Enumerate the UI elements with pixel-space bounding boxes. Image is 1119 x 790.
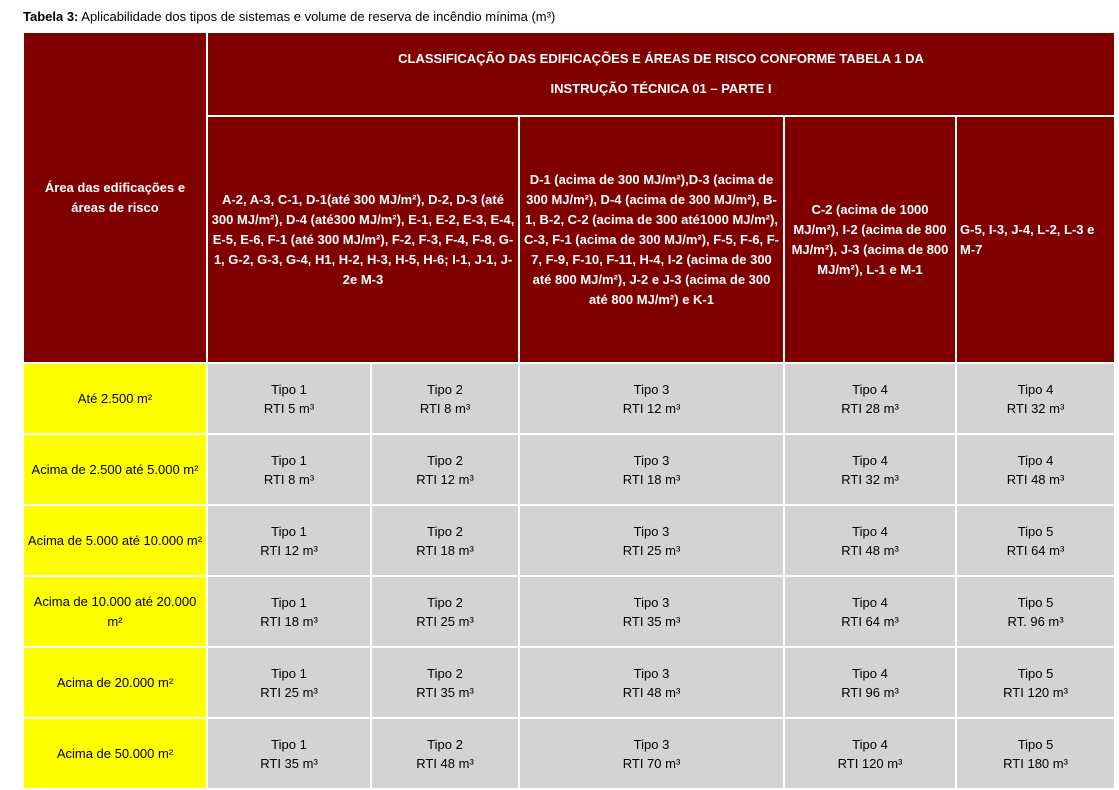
system-cell <box>519 363 784 434</box>
system-volume: RTI 35 m³ <box>416 684 474 700</box>
area-cell: Acima de 5.000 até 10.000 m² <box>23 505 207 576</box>
system-type: Tipo 4 <box>852 736 888 752</box>
table-row <box>23 505 1115 576</box>
system-volume: RTI 32 m³ <box>1006 400 1065 416</box>
system-type: Tipo 2 <box>427 736 463 752</box>
system-type: Tipo 3 <box>633 594 670 610</box>
system-cell <box>207 363 371 434</box>
system-cell <box>956 576 1115 647</box>
group-header-2: D-1 (acima de 300 MJ/m²),D-3 (acima de 300 MJ/m²), D-4 (acima de 300 MJ/m²), B-1, B-2, C-2 (acima de 300 até1000 MJ/m²), C-3, F-1 (acima de 300 MJ/m²), F-5, F-6, F-7, F-9, F-10, F-11, H-4, I-2 (acima de 300 até 800 MJ/m²), J-2 e J-3 (acima de 300 até 800 MJ/m²) e K-1 <box>519 116 784 363</box>
system-cell <box>207 505 371 576</box>
system-volume: RTI 25 m³ <box>622 542 681 558</box>
system-cell <box>784 434 956 505</box>
system-cell <box>956 363 1115 434</box>
system-type: Tipo 4 <box>1017 381 1054 397</box>
classification-header-line1: CLASSIFICAÇÃO DAS EDIFICAÇÕES E ÁREAS DE RISCO CONFORME TABELA 1 DA <box>398 51 924 66</box>
system-cell <box>956 434 1115 505</box>
system-type: Tipo 5 <box>1017 594 1054 610</box>
system-volume: RTI 12 m³ <box>622 400 681 416</box>
system-volume: RTI 48 m³ <box>841 542 899 558</box>
classification-header <box>207 32 1115 116</box>
area-cell: Acima de 50.000 m² <box>23 718 207 789</box>
system-type: Tipo 1 <box>271 452 307 468</box>
system-volume: RTI 12 m³ <box>416 471 474 487</box>
system-type: Tipo 2 <box>427 594 463 610</box>
classification-header-line2: INSTRUÇÃO TÉCNICA 01 – PARTE I <box>550 81 772 96</box>
system-cell <box>371 576 519 647</box>
system-volume: RTI 35 m³ <box>260 755 318 771</box>
system-volume: RTI 25 m³ <box>260 684 318 700</box>
system-cell <box>956 718 1115 789</box>
system-cell <box>784 718 956 789</box>
group-header-4: G-5, I-3, J-4, L-2, L-3 e M-7 <box>956 116 1115 363</box>
table-caption <box>23 6 555 28</box>
system-volume: RT. 96 m³ <box>1007 613 1064 629</box>
system-type: Tipo 5 <box>1017 665 1054 681</box>
system-volume: RTI 18 m³ <box>416 542 474 558</box>
area-cell: Acima de 10.000 até 20.000 m² <box>23 576 207 647</box>
table-row <box>23 363 1115 434</box>
table-row <box>23 647 1115 718</box>
system-type: Tipo 2 <box>427 523 463 539</box>
area-cell: Até 2.500 m² <box>23 363 207 434</box>
system-type: Tipo 5 <box>1017 736 1054 752</box>
system-type: Tipo 4 <box>852 381 888 397</box>
system-type: Tipo 5 <box>1017 523 1054 539</box>
system-volume: RTI 28 m³ <box>841 400 899 416</box>
area-cell: Acima de 20.000 m² <box>23 647 207 718</box>
system-type: Tipo 1 <box>271 665 307 681</box>
system-volume: RTI 64 m³ <box>1006 542 1065 558</box>
system-cell <box>207 647 371 718</box>
system-volume: RTI 48 m³ <box>1006 471 1065 487</box>
table-row <box>23 434 1115 505</box>
system-cell <box>784 576 956 647</box>
system-volume: RTI 120 m³ <box>1003 684 1068 700</box>
system-type: Tipo 2 <box>427 665 463 681</box>
system-volume: RTI 5 m³ <box>263 400 315 416</box>
system-type: Tipo 2 <box>427 452 463 468</box>
system-cell <box>371 647 519 718</box>
system-volume: RTI 8 m³ <box>419 400 471 416</box>
system-volume: RTI 35 m³ <box>622 613 681 629</box>
fire-reserve-table <box>22 31 1116 790</box>
caption-text: Aplicabilidade dos tipos de sistemas e volume de reserva de incêndio mínima (m³) <box>78 9 556 24</box>
system-cell <box>784 647 956 718</box>
table-row <box>23 718 1115 789</box>
system-type: Tipo 4 <box>852 594 888 610</box>
system-type: Tipo 1 <box>271 381 307 397</box>
system-volume: RTI 12 m³ <box>260 542 318 558</box>
system-type: Tipo 3 <box>633 523 670 539</box>
system-volume: RTI 18 m³ <box>260 613 318 629</box>
system-type: Tipo 1 <box>271 594 307 610</box>
system-type: Tipo 4 <box>1017 452 1054 468</box>
system-cell <box>207 718 371 789</box>
system-cell <box>956 505 1115 576</box>
system-volume: RTI 64 m³ <box>841 613 899 629</box>
system-volume: RTI 180 m³ <box>1003 755 1068 771</box>
system-type: Tipo 1 <box>271 523 307 539</box>
system-cell <box>784 363 956 434</box>
system-type: Tipo 1 <box>271 736 307 752</box>
system-volume: RTI 96 m³ <box>841 684 899 700</box>
system-type: Tipo 3 <box>633 665 670 681</box>
system-type: Tipo 3 <box>633 736 670 752</box>
system-volume: RTI 70 m³ <box>622 755 681 771</box>
system-volume: RTI 48 m³ <box>622 684 681 700</box>
system-cell <box>371 363 519 434</box>
system-type: Tipo 3 <box>633 381 670 397</box>
system-volume: RTI 120 m³ <box>837 755 903 771</box>
system-cell <box>519 576 784 647</box>
area-header: Área das edificações e áreas de risco <box>23 32 207 363</box>
system-cell <box>207 434 371 505</box>
system-cell <box>371 434 519 505</box>
system-cell <box>519 434 784 505</box>
system-volume: RTI 48 m³ <box>416 755 474 771</box>
system-cell <box>371 718 519 789</box>
system-cell <box>784 505 956 576</box>
system-volume: RTI 32 m³ <box>841 471 899 487</box>
system-cell <box>519 647 784 718</box>
group-header-1: A-2, A-3, C-1, D-1(até 300 MJ/m²), D-2, D-3 (até 300 MJ/m²), D-4 (até300 MJ/m²), E-1, E-2, E-3, E-4, E-5, E-6, F-1 (até 300 MJ/m²), F-2, F-3, F-4, F-8, G-1, G-2, G-3, G-4, H1, H-2, H-3, H-5, H-6; I-1, J-1, J-2e M-3 <box>207 116 519 363</box>
caption-label: Tabela 3: <box>23 9 79 24</box>
system-type: Tipo 4 <box>852 523 888 539</box>
group-header-3: C-2 (acima de 1000 MJ/m²), I-2 (acima de 800 MJ/m²), J-3 (acima de 800 MJ/m²), L-1 e M-1 <box>784 116 956 363</box>
system-cell <box>371 505 519 576</box>
system-volume: RTI 8 m³ <box>263 471 315 487</box>
system-type: Tipo 4 <box>852 665 888 681</box>
system-cell <box>519 505 784 576</box>
table-row <box>23 576 1115 647</box>
system-cell <box>956 647 1115 718</box>
system-cell <box>207 576 371 647</box>
area-cell: Acima de 2.500 até 5.000 m² <box>23 434 207 505</box>
system-volume: RTI 25 m³ <box>416 613 474 629</box>
system-type: Tipo 2 <box>427 381 463 397</box>
system-type: Tipo 3 <box>633 452 670 468</box>
system-type: Tipo 4 <box>852 452 888 468</box>
system-volume: RTI 18 m³ <box>622 471 681 487</box>
system-cell <box>519 718 784 789</box>
